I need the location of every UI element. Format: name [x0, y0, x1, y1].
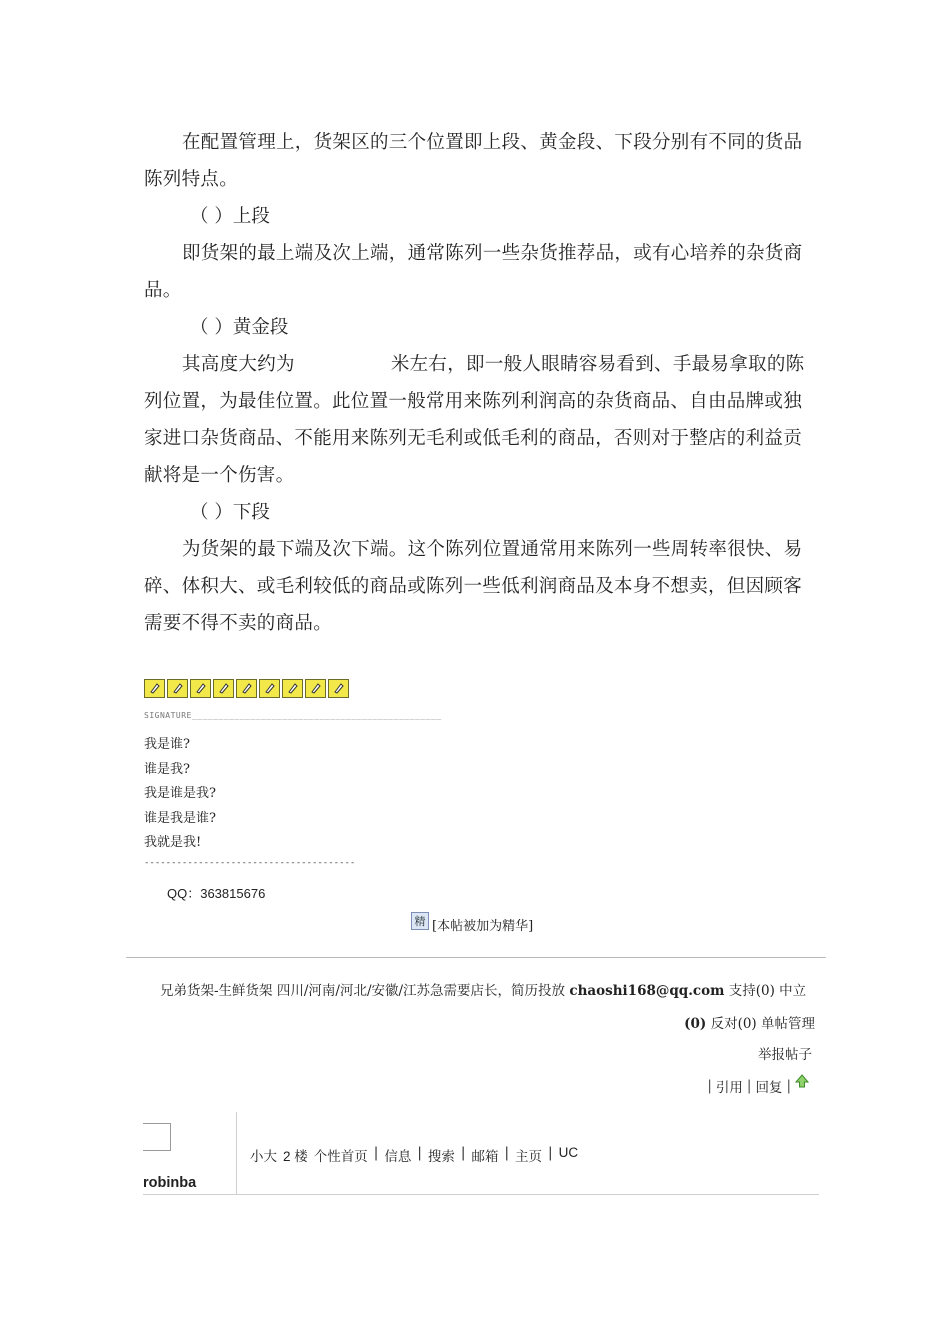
oppose-link[interactable]: 反对(0) 单帖管理	[706, 1016, 815, 1032]
article-body	[144, 124, 812, 642]
signature-qq: QQ：363815676	[167, 886, 266, 901]
search-link[interactable]: 搜索	[427, 1149, 455, 1165]
separator: |	[373, 1145, 379, 1161]
rank-icon	[305, 679, 326, 698]
signature-line: 我是谁?	[144, 737, 190, 752]
reply-link[interactable]: 回复	[755, 1080, 783, 1096]
post-actions	[707, 1076, 809, 1096]
signature-divider: ---------------------------------------	[144, 858, 356, 868]
quote-link[interactable]: 引用	[715, 1080, 743, 1096]
paragraph-lower: 为货架的最下端及次下端。这个陈列位置通常用来陈列一些周转率很快、易碎、体积大、或毛利较低的商品或陈列一些低利润商品及本身不想卖，但因顾客需要不得不卖的商品。	[144, 539, 803, 634]
homepage-link[interactable]: 主页	[515, 1149, 543, 1165]
rank-icon	[259, 679, 280, 698]
ad-email[interactable]: chaoshi168@qq.com	[569, 983, 725, 999]
separator: |	[707, 1078, 712, 1094]
signature-text	[144, 733, 216, 856]
username[interactable]: robinba	[143, 1175, 197, 1191]
font-size-toggle[interactable]: 小大	[250, 1149, 277, 1165]
floor-number: 2 楼	[283, 1149, 308, 1164]
report-post-link[interactable]: 举报帖子	[758, 1047, 812, 1063]
user-rank-icons	[144, 679, 349, 698]
separator: |	[548, 1145, 553, 1161]
signature-line: 谁是我?	[144, 761, 190, 777]
profile-link[interactable]: 个性首页	[313, 1149, 368, 1165]
rank-icon	[236, 679, 257, 698]
section-heading-lower: （ ）下段	[190, 502, 270, 523]
signature-line: 我是谁是我?	[144, 786, 216, 801]
email-link[interactable]: 邮箱	[471, 1149, 499, 1165]
signature-line: 谁是我是谁?	[144, 810, 216, 826]
info-link[interactable]: 信息	[384, 1149, 412, 1165]
ad-line	[160, 975, 815, 1008]
ad-text: 兄弟货架-生鲜货架 四川/河南/河北/安徽/江苏急需要店长，简历投放	[160, 983, 570, 999]
paragraph-upper: 即货架的最上端及次上端，通常陈列一些杂货推荐品，或有心培养的杂货商品。	[144, 243, 803, 301]
rank-icon	[282, 679, 303, 698]
post-bottom-divider	[143, 1194, 819, 1195]
rank-icon	[144, 679, 165, 698]
support-link[interactable]: 支持(0) 中立	[724, 983, 807, 999]
section-heading-upper: （ ）上段	[190, 206, 270, 227]
paragraph-intro: 在配置管理上，货架区的三个位置即上段、黄金段、下段分别有不同的货品陈列特点。	[144, 132, 803, 190]
signature-line: 我就是我!	[144, 835, 202, 850]
rank-icon	[190, 679, 211, 698]
rank-icon	[213, 679, 234, 698]
paragraph-golden-start: 其高度大约为	[182, 354, 295, 375]
paragraph-golden-rest: 米左右，即一般人眼睛容易看到、手最易拿取的陈列位置，为最佳位置。此位置一般常用来陈列利润高的杂货商品、自由品牌或独家进口杂货商品、不能用来陈列无毛利或低毛利的商品，否则对于整店的利益贡献将是一个伤害。	[144, 354, 805, 486]
paragraph-golden	[144, 346, 812, 494]
vote-line	[160, 1008, 815, 1041]
separator: |	[786, 1078, 791, 1094]
neutral-count[interactable]: (0)	[684, 1016, 707, 1032]
digest-notice	[411, 915, 533, 934]
separator: |	[417, 1145, 422, 1161]
digest-icon: 精	[411, 912, 429, 930]
section-heading-golden: （ ）黄金段	[190, 317, 289, 338]
post-meta-bar	[250, 1145, 578, 1165]
separator: |	[460, 1145, 466, 1161]
post-divider	[126, 957, 826, 958]
back-to-top-icon[interactable]	[795, 1074, 809, 1088]
digest-text: [本帖被加为精华]	[432, 919, 534, 934]
uc-link[interactable]: UC	[558, 1145, 579, 1160]
rank-icon	[328, 679, 349, 698]
avatar[interactable]	[143, 1123, 171, 1151]
rank-icon	[167, 679, 188, 698]
separator: |	[746, 1078, 752, 1094]
separator: |	[504, 1145, 510, 1161]
signature-label: SIGNATURE_______________________________________________	[144, 711, 442, 720]
post-footer	[160, 975, 815, 1041]
